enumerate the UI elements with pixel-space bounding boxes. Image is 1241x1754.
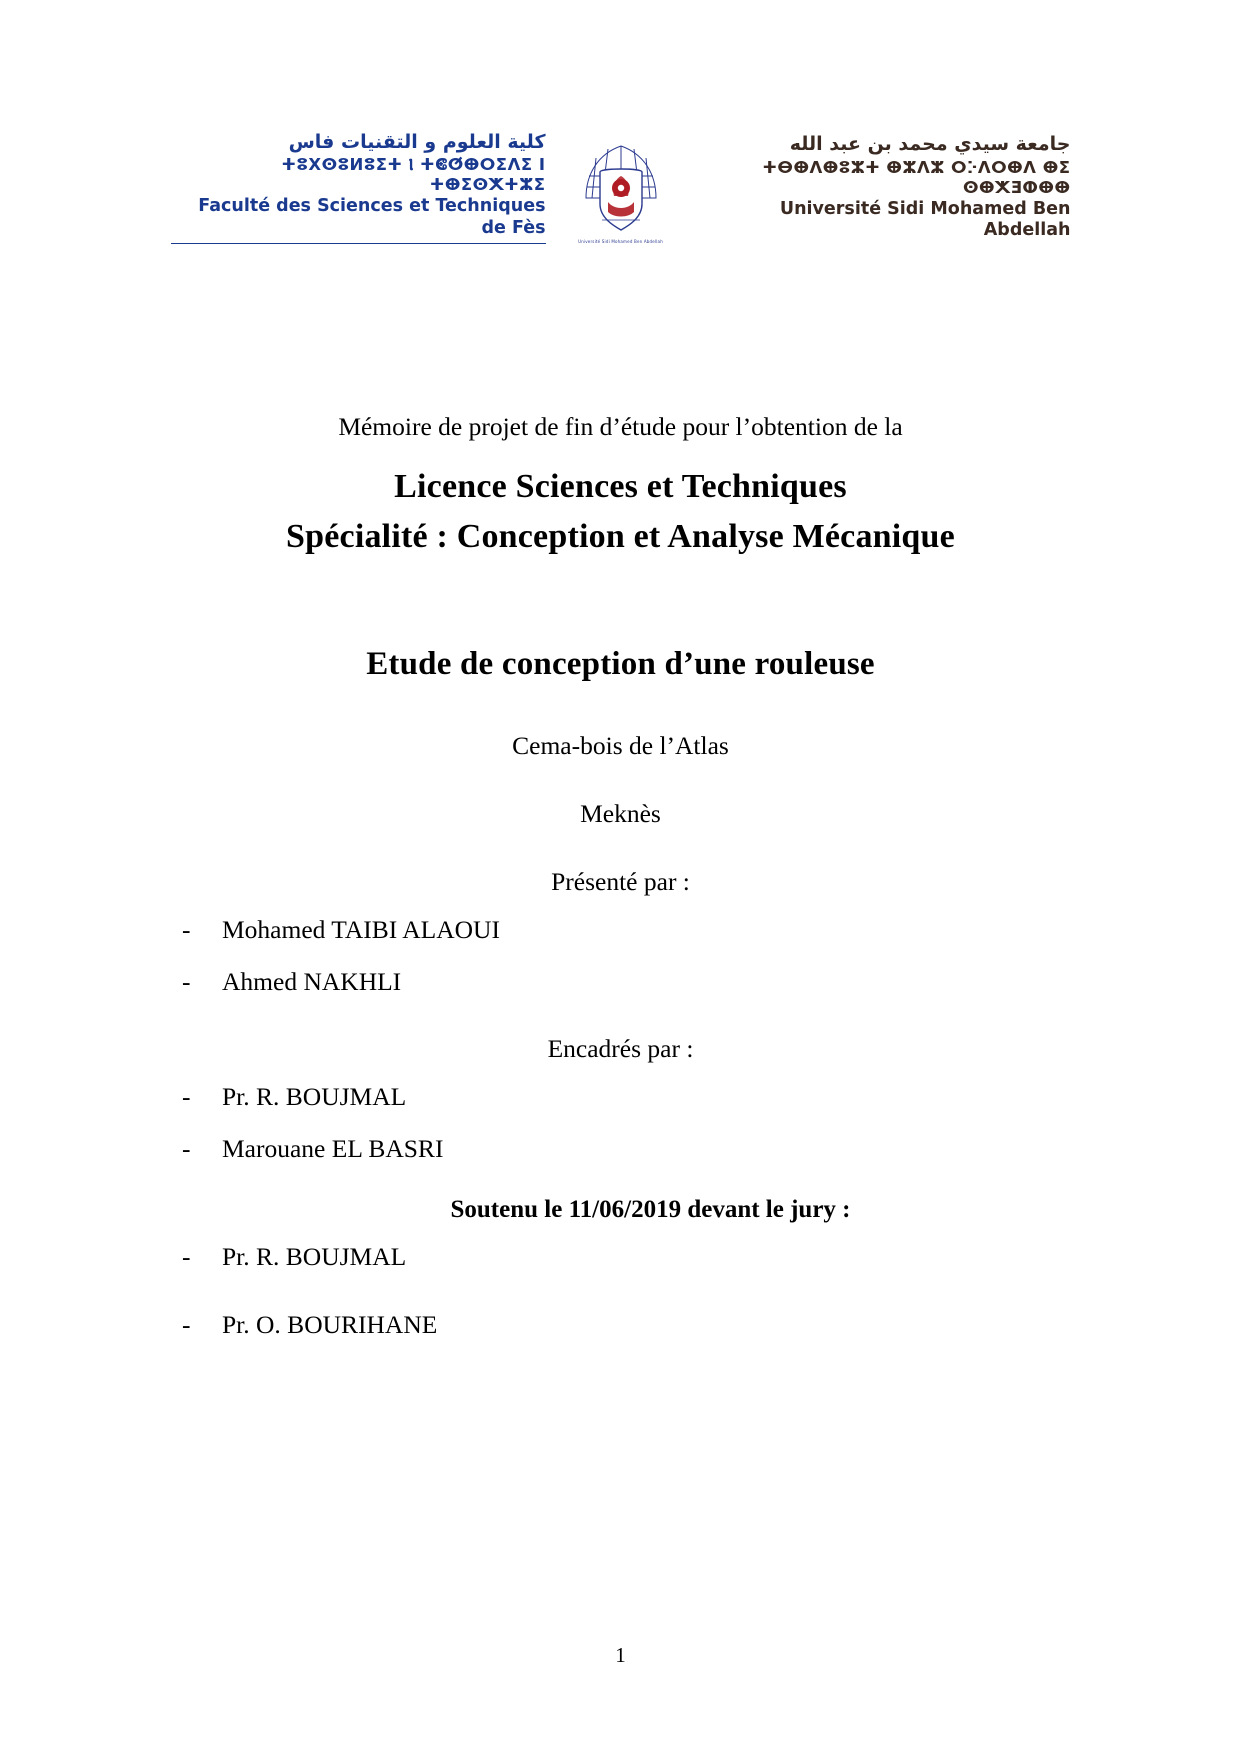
university-name-french: Université Sidi Mohamed Ben Abdellah (779, 198, 1071, 241)
jury-member-name: Pr. O. BOURIHANE (222, 1309, 438, 1339)
faculty-name-arabic: كلية العلوم و التقنيات فاس (288, 130, 546, 153)
list-dash: - (182, 1241, 191, 1271)
list-dash: - (182, 967, 191, 997)
jury-list (0, 1240, 1241, 1341)
crest-caption: Université Sidi Mohamed Ben Abdellah (578, 238, 663, 244)
page-number: 1 (615, 1643, 626, 1667)
list-item (0, 1240, 1241, 1273)
faculty-logo (171, 131, 546, 244)
supervisor-name: Pr. R. BOUJMAL (222, 1082, 407, 1112)
degree-title: Licence Sciences et Techniques (394, 468, 847, 506)
supervised-by-label: Encadrés par : (547, 1034, 694, 1064)
university-name-arabic: جامعة سيدي محمد بن عبد الله (789, 133, 1071, 156)
university-crest-icon (578, 132, 664, 244)
defense-line: Soutenu le 11/06/2019 devant le jury : (450, 1195, 851, 1223)
company-name: Cema-bois de l’Atlas (512, 731, 729, 761)
faculty-name-tifinagh: ⵜⵓⵝⵙⵓⵍⵓⵉⵜ Ⲓ ⵜⵞⵚⴲⵔⵉⴷⵉ ⵏ ⵜⴲⵉⵙⵅⵜⵣⵉ (281, 155, 546, 195)
document-header (0, 130, 1241, 245)
faculty-logo-divider (171, 243, 546, 244)
authors-list (0, 913, 1241, 998)
supervisors-list (0, 1080, 1241, 1165)
faculty-name-french: Faculté des Sciences et Techniques de Fès (198, 196, 546, 238)
list-dash: - (182, 1309, 191, 1339)
presented-by-label: Présenté par : (551, 867, 690, 897)
city-name: Meknès (580, 799, 661, 829)
speciality-title: Spécialité : Conception et Analyse Mécanique (286, 517, 955, 555)
list-dash: - (182, 915, 191, 945)
project-title: Etude de conception d’une rouleuse (366, 646, 875, 683)
list-item (0, 965, 1241, 998)
list-dash: - (182, 1134, 191, 1164)
supervisor-name: Marouane EL BASRI (222, 1134, 444, 1164)
list-item (0, 913, 1241, 946)
document-content (0, 410, 1241, 1376)
author-name: Mohamed TAIBI ALAOUI (222, 915, 500, 945)
university-name-tifinagh: ⵜⴱⴲⴷⴲⵓⵣⵜ ⴲⵣⴷⵣ ⵔⴾⴷⵔⴲⴷ ⴲⵉ ⵙⴲⵅⴺⵀⴲⴲ (762, 157, 1071, 197)
jury-member-name: Pr. R. BOUJMAL (222, 1241, 407, 1271)
intro-line: Mémoire de projet de fin d’étude pour l’obtention de la (338, 412, 903, 441)
list-item (0, 1308, 1241, 1341)
list-dash: - (182, 1082, 191, 1112)
author-name: Ahmed NAKHLI (222, 967, 402, 997)
list-item (0, 1132, 1241, 1165)
list-item (0, 1080, 1241, 1113)
university-logo (696, 133, 1071, 241)
